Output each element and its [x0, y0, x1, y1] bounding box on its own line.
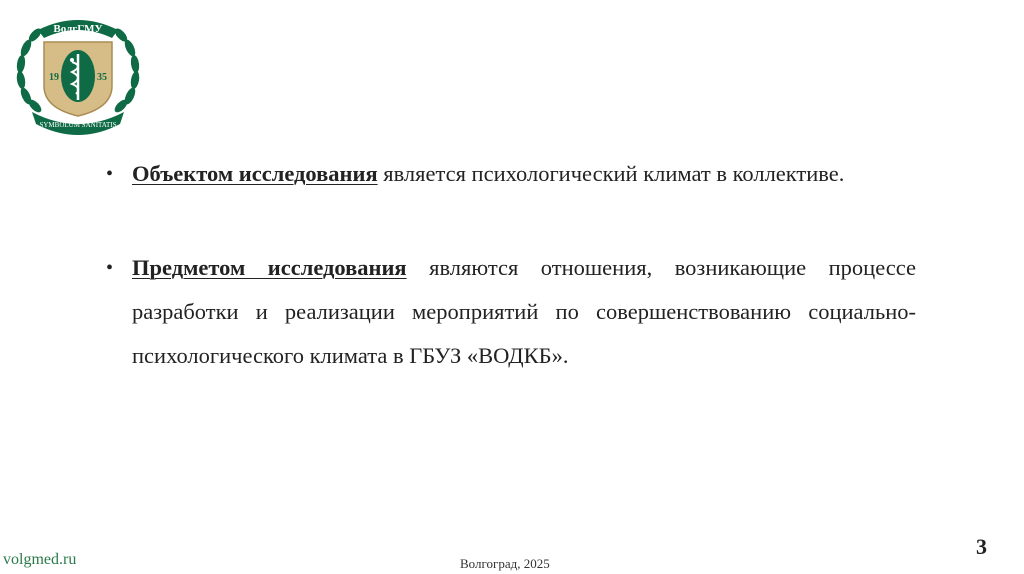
- bullet-subject-text: являются отношения, возникающие процессе разработки и реализации мероприятий по совершенствованию социально-психологического климата в ГБУЗ «ВОДКБ».: [132, 255, 916, 368]
- page-number: 3: [976, 534, 987, 559]
- bullet-subject: [104, 246, 916, 378]
- bullet-object-term: Объектом исследования: [132, 161, 378, 186]
- bullet-object-text: является психологический климат в коллективе.: [377, 161, 845, 186]
- logo-year-left: 19: [49, 72, 59, 83]
- bullet-dot-icon: •: [106, 257, 114, 279]
- slide-content: [104, 152, 916, 378]
- logo-year-right: 35: [97, 72, 107, 83]
- bullet-object: [104, 152, 916, 196]
- volggmu-logo: [8, 8, 148, 136]
- logo-top-text: ВолгГМУ: [53, 23, 103, 35]
- bullet-dot-icon: •: [106, 163, 114, 185]
- logo-bottom-text: SYMBOLUM SANITATIS: [39, 121, 117, 129]
- bullet-subject-term: Предметом исследования: [132, 255, 407, 280]
- footer-city-year: Волгоград, 2025: [460, 556, 550, 571]
- footer-site-link[interactable]: volgmed.ru: [3, 551, 77, 568]
